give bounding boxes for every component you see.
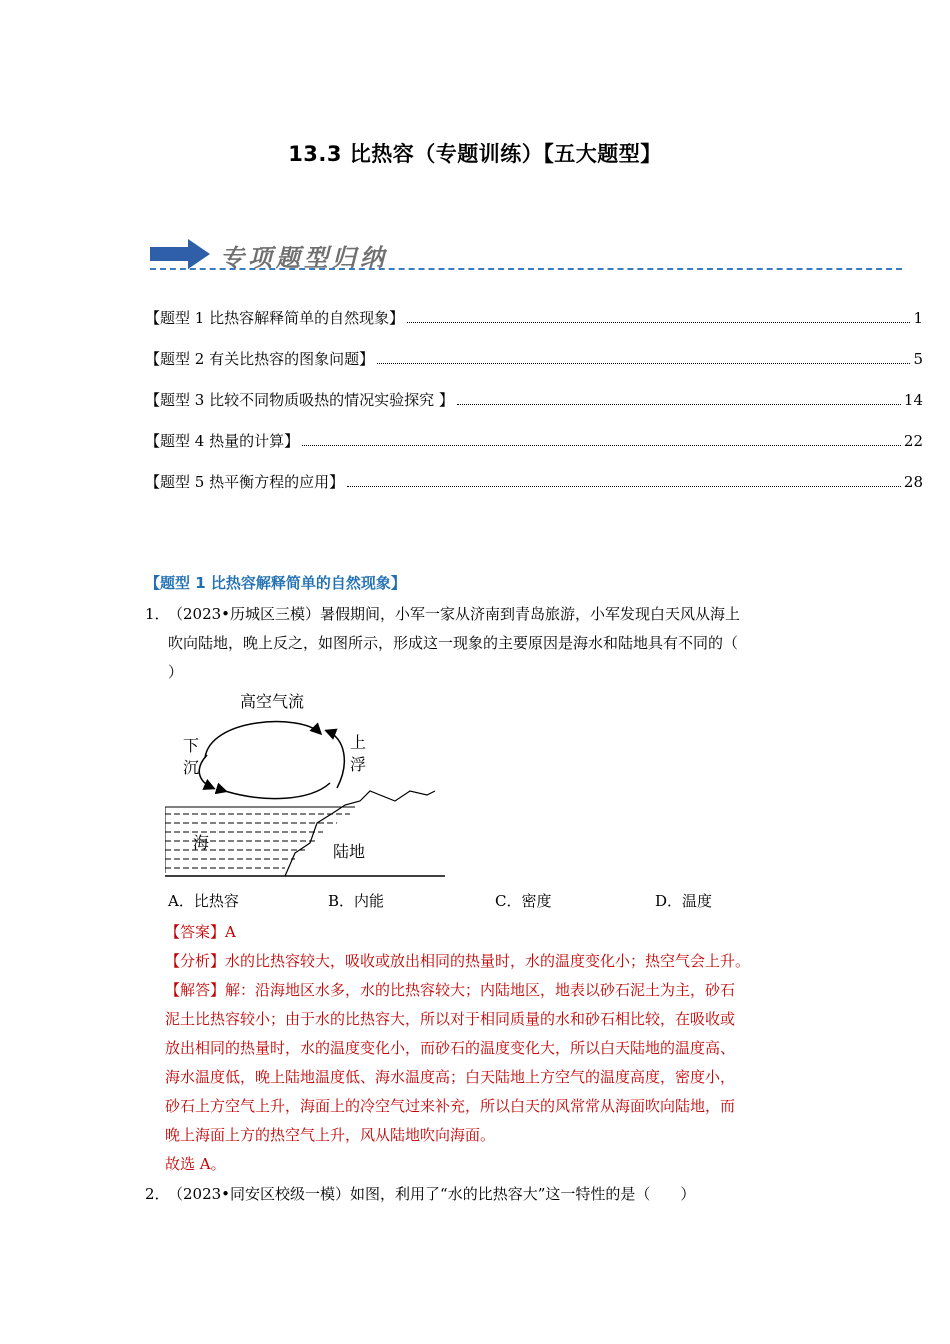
option-b[interactable]: B．内能: [328, 892, 385, 910]
sea-breeze-diagram: [165, 683, 450, 881]
question-text-line: ）: [168, 663, 184, 681]
toc-item-label: 【题型 3 比较不同物质吸热的情况实验探究 】: [145, 391, 454, 409]
airflow-arc: [199, 755, 213, 788]
analysis-line: [165, 947, 815, 976]
solution-text: 解：沿海地区水多，水的比热容较大；内陆地区，地表以砂石泥土为主，砂石: [225, 981, 736, 999]
label-sink-2: 沉: [183, 758, 200, 777]
solution-line: [165, 976, 815, 1005]
solution-line: 泥土比热容较小；由于水的比热容大，所以对于相同质量的水和砂石相比较，在吸收或: [165, 1010, 736, 1028]
answer-block: [165, 918, 815, 1179]
toc-leader: [407, 321, 910, 323]
airflow-arc: [205, 722, 320, 758]
toc-item-page: 22: [903, 432, 923, 450]
toc-item-page: 1: [913, 309, 923, 327]
solution-line: 砂石上方空气上升，海面上的冷空气过来补充，所以白天的风常常从海面吹向陆地，而: [165, 1097, 736, 1115]
airflow-arc: [225, 783, 330, 799]
option-c[interactable]: C．密度: [495, 892, 552, 910]
toc-item[interactable]: [145, 472, 923, 492]
banner-title: 专项题型归纳: [220, 244, 388, 272]
toc-item-label: 【题型 5 热平衡方程的应用】: [145, 473, 345, 491]
question-text-line: （2023•同安区校级一模）如图，利用了“水的比热容大”这一特性的是（ ）: [168, 1185, 696, 1203]
solution-line: 晚上海面上方的热空气上升，风从陆地吹向海面。: [165, 1126, 496, 1144]
label-land: 陆地: [333, 842, 366, 861]
toc-leader: [347, 485, 901, 487]
toc-item[interactable]: [145, 431, 923, 451]
arrow-right-icon: [150, 239, 212, 269]
toc-item-page: 5: [913, 350, 923, 368]
airflow-arc: [327, 731, 344, 788]
option-d[interactable]: D．温度: [655, 892, 713, 910]
section-heading: 【题型 1 比热容解释简单的自然现象】: [145, 574, 406, 592]
question-text-line: （2023•历城区三模）暑假期间，小军一家从济南到青岛旅游，小军发现白天风从海上: [168, 605, 741, 623]
question-text-line: 吹向陆地，晚上反之，如图所示，形成这一现象的主要原因是海水和陆地具有不同的（: [168, 634, 739, 652]
toc-leader: [377, 362, 910, 364]
answer-line: 【答案】A: [165, 923, 236, 941]
toc-item[interactable]: [145, 390, 923, 410]
label-sea: 海: [193, 833, 210, 852]
solution-tag: 【解答】: [165, 981, 226, 999]
toc-item-label: 【题型 1 比热容解释简单的自然现象】: [145, 309, 405, 327]
question-number: 1．: [145, 605, 170, 623]
toc-item[interactable]: [145, 308, 923, 328]
question-number: 2．: [145, 1185, 170, 1203]
option-a[interactable]: A．比热容: [168, 892, 239, 910]
solution-line: 海水温度低，晚上陆地温度低、海水温度高；白天陆地上方空气的温度高度，密度小，: [165, 1068, 736, 1086]
label-rise-1: 上: [350, 733, 367, 752]
toc-leader: [302, 444, 901, 446]
banner-divider: [150, 268, 902, 270]
toc-leader: [457, 403, 901, 405]
toc-item-label: 【题型 2 有关比热容的图象问题】: [145, 350, 375, 368]
toc-item-page: 28: [903, 473, 923, 491]
conclusion-line: 故选 A。: [165, 1155, 226, 1173]
coastline: [285, 791, 435, 876]
sea-breeze-figure: [165, 683, 450, 881]
toc-item[interactable]: [145, 349, 923, 369]
toc-item-page: 14: [903, 391, 923, 409]
label-rise-2: 浮: [350, 755, 367, 774]
analysis-tag: 【分析】: [165, 952, 226, 970]
page-title: 13.3 比热容（专题训练）【五大题型】: [288, 142, 662, 166]
analysis-text: 水的比热容较大，吸收或放出相同的热量时，水的温度变化小；热空气会上升。: [225, 952, 751, 970]
label-sink-1: 下: [183, 736, 200, 755]
solution-line: 放出相同的热量时，水的温度变化小，而砂石的温度变化大，所以白天陆地的温度高、: [165, 1039, 736, 1057]
section-banner: [150, 236, 902, 276]
label-upper-airflow: 高空气流: [240, 692, 305, 711]
toc-item-label: 【题型 4 热量的计算】: [145, 432, 300, 450]
